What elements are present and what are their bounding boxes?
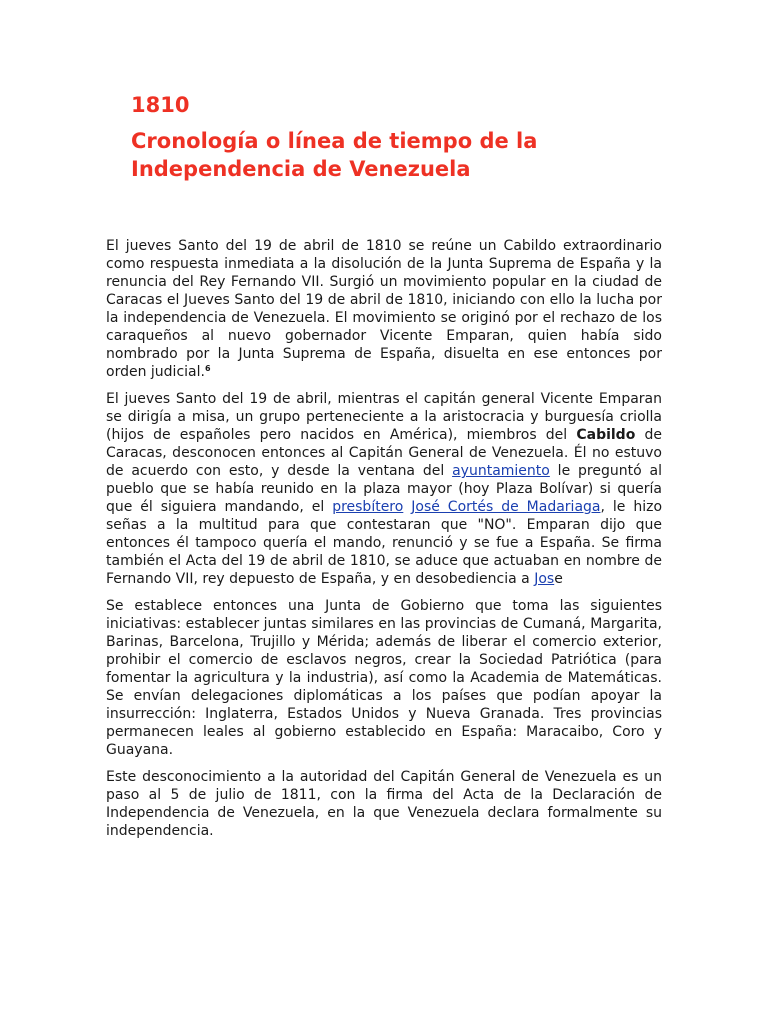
paragraph-2-text-6: e — [554, 571, 563, 587]
paragraph-3: Se establece entonces una Junta de Gobierno que toma las siguientes iniciativas: establecer juntas similares en las provincias de Cumaná, Margarita, Barinas, Barcelona, Trujillo y Mérida; además de liberar el comercio exterior, prohibir el comercio de esclavos negros, crear la Sociedad Patriótica (para fomentar la agricultura y la industria), así como la Academia de Matemáticas. Se envían delegaciones diplomáticas a los países que podían apoyar la insurrección: Inglaterra, Estados Unidos y Nueva Granada. Tres provincias permanecen leales al gobierno establecido en España: Maracaibo, Coro y Guayana. — [106, 598, 662, 758]
paragraph-2-text-2: de Caracas, desconocen entonces al Capitán General de Venezuela. Él no estuvo de acuerdo con esto, y desde la ventana del — [106, 427, 662, 479]
year-heading: 1810 — [131, 93, 190, 117]
link-jose-cortes-de-madariaga[interactable]: José Cortés de Madariaga — [411, 499, 601, 515]
paragraph-4: Este desconocimiento a la autoridad del Capitán General de Venezuela es un paso al 5 de julio de 1811, con la firma del Acta de la Declaración de Independencia de Venezuela, en la que Venezuela declara formalmente su independencia. — [106, 769, 662, 839]
paragraph-1-text: El jueves Santo del 19 de abril de 1810 se reúne un Cabildo extraordinario como respuesta inmediata a la disolución de la Junta Suprema de España y la renuncia del Rey Fernando VII. Surgió un movimiento popular en la ciudad de Caracas el Jueves Santo del 19 de abril de 1810, iniciando con ello la lucha por la independencia de Venezuela. El movimiento se originó por el rechazo de los caraqueños al nuevo gobernador Vicente Emparan, quien había sido nombrado por la Junta Suprema de España, disuelta en ese entonces por orden judicial. — [106, 238, 662, 380]
page-title: Cronología o línea de tiempo de la Independencia de Venezuela — [131, 129, 538, 181]
paragraph-2-text-5: , le hizo señas a la multitud para que contestaran que "NO". Emparan dijo que entonces él tampoco quería el mando, renunció y se fue a España. Se firma también el Acta del 19 de abril de 1810, se aduce que actuaban en nombre de Fernando VII, rey depuesto de España, y en desobediencia a — [106, 499, 663, 587]
paragraph-2-text-3: le preguntó al pueblo que se había reunido en la plaza mayor (hoy Plaza Bolívar) si quería que él siguiera mandando, el — [106, 463, 662, 515]
link-presbitero[interactable]: presbítero — [332, 499, 404, 515]
link-jose[interactable]: Jos — [534, 571, 555, 587]
paragraph-2-text-1: El jueves Santo del 19 de abril, mientras el capitán general Vicente Emparan se dirigía a misa, un grupo perteneciente a la aristocracia y burguesía criolla (hijos de españoles pero nacidos en América), miembros del — [106, 391, 662, 443]
document-body — [106, 237, 662, 849]
footnote-reference[interactable]: 6 — [204, 364, 211, 373]
paragraph-2 — [106, 390, 662, 588]
link-ayuntamiento[interactable]: ayuntamiento — [452, 463, 550, 479]
paragraph-1 — [106, 237, 662, 381]
cabildo-bold: Cabildo — [576, 427, 636, 443]
